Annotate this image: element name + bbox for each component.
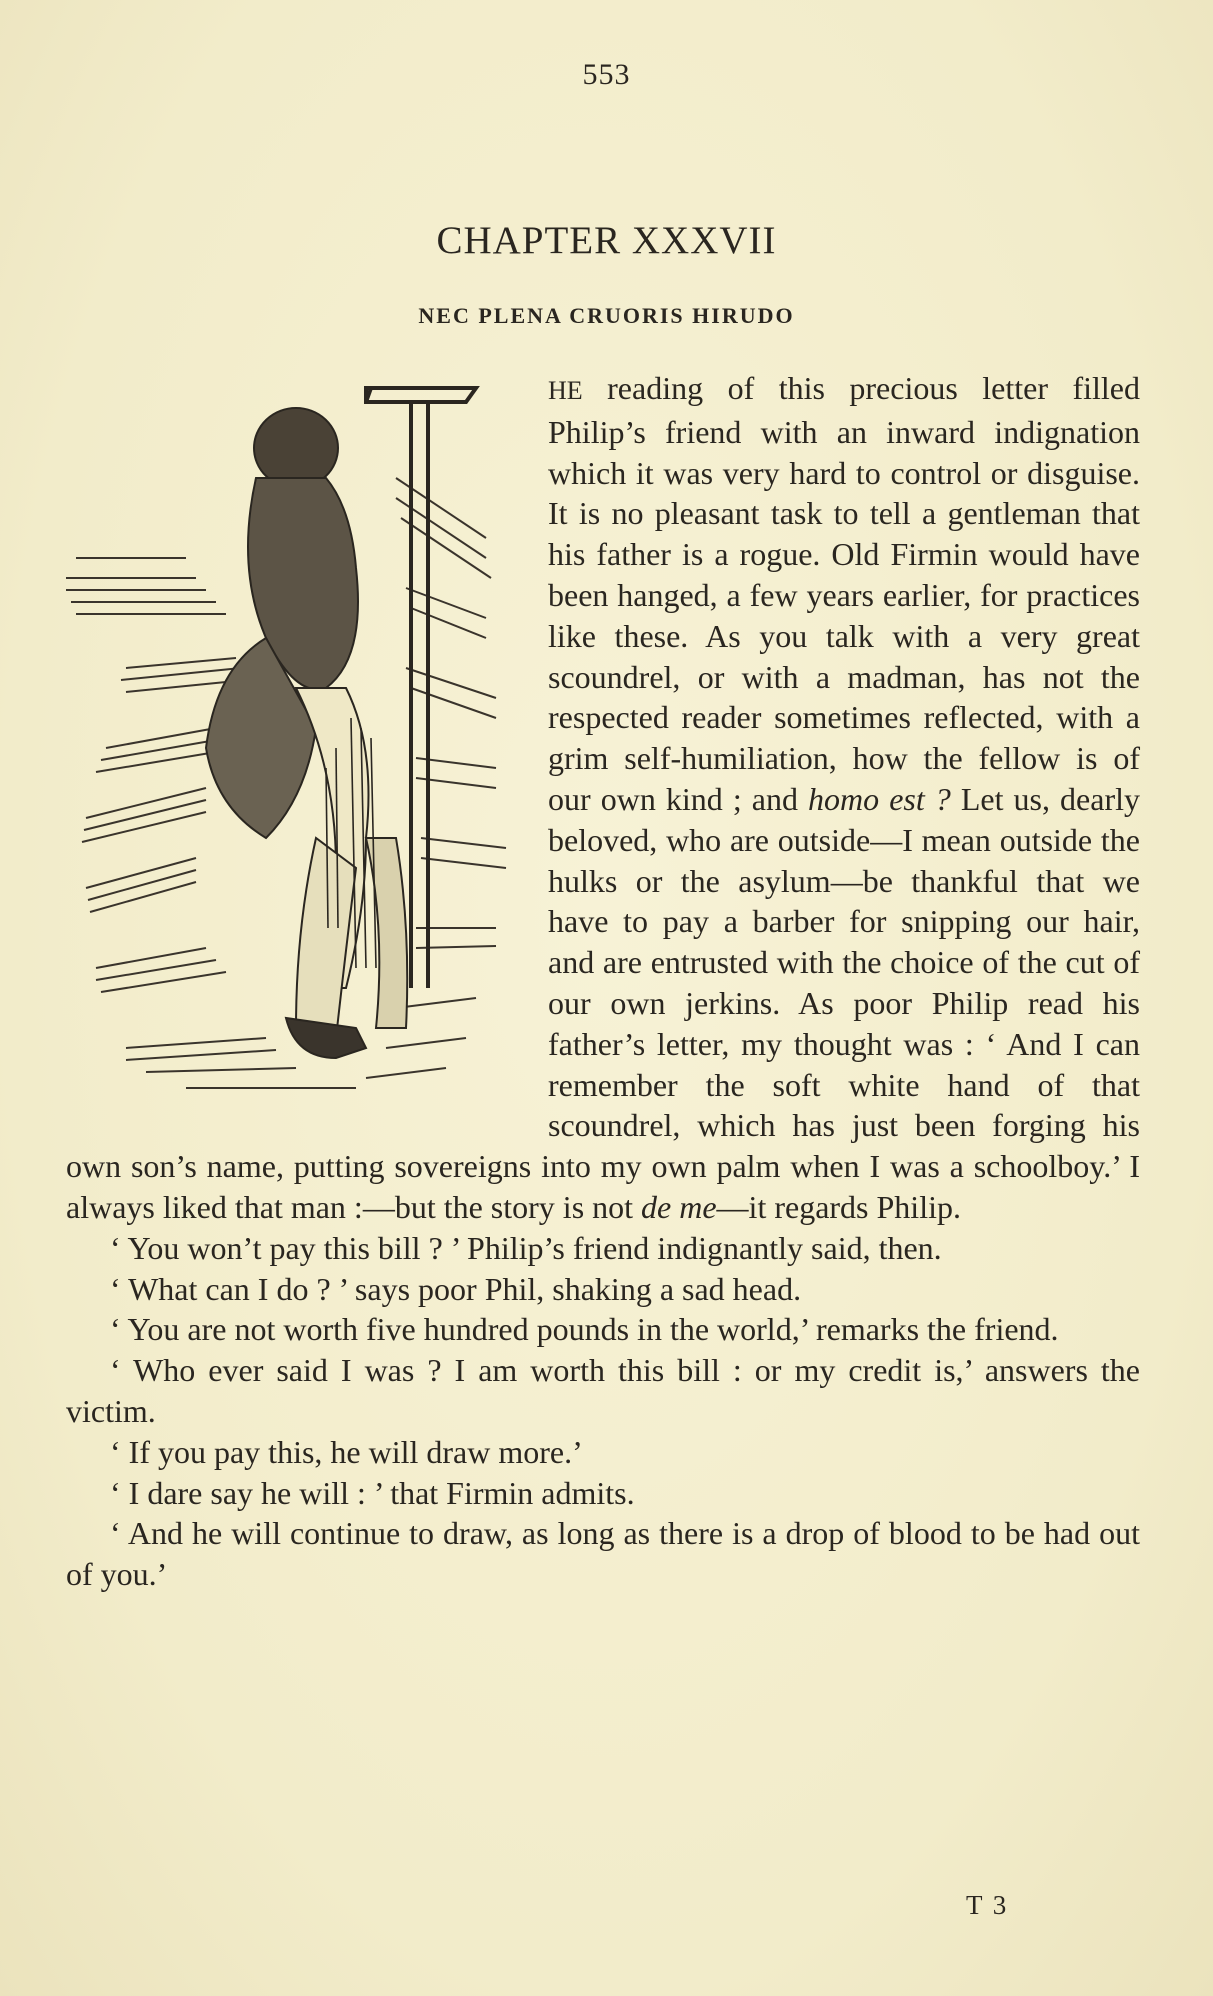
chapter-title: CHAPTER XXXVII: [436, 219, 777, 262]
signature-mark: T 3: [966, 1890, 1009, 1920]
paragraph-text-a: reading of this precious letter filled Philip’s friend with an inward indignation which it was very hard to control or disguise. It is no pleasant task to tell a gentleman that his father is a rogue. Old Firmin would have been hanged, a few years earlier, for practices like these. As you talk with a very great scoundrel, or with a madman, has not the respected reader sometimes reflected, with a grim self-humiliation, how the fellow is of our own kind ; and: [548, 370, 1140, 817]
dropcap-rest: HE: [548, 376, 583, 405]
page-number: 553: [582, 58, 631, 91]
engraving-figure-with-letter-t-icon: [66, 368, 536, 1128]
chapter-subtitle: NEC PLENA CRUORIS HIRUDO: [418, 303, 795, 328]
paragraph-text-c: —it regards Philip.: [716, 1188, 961, 1225]
paragraph-text-b: Let us, dearly beloved, who are outside—I mean outside the hulks or the asylum—be thankful that we have to pay a barber for snipping our hair, and are entrusted with the choice of the cut of our own jerkins. As poor Philip read his father’s letter, my thought was : ‘ And I can remember the soft white hand of that scoundrel, which has just been forging his own son’s name, putting sovereigns into my own palm when I was a schoolboy.’ I always liked that man :—but the story is not: [66, 780, 1141, 1225]
chapter-body: [66, 368, 1140, 1595]
dialogue-line: ‘ You won’t pay this bill ? ’ Philip’s friend indignantly said, then.: [110, 1229, 942, 1266]
dialogue-line: ‘ You are not worth five hundred pounds in the world,’ remarks the friend.: [110, 1311, 1059, 1348]
italic-de-me: de me: [641, 1188, 717, 1225]
dialogue-line: ‘ I dare say he will : ’ that Firmin admits.: [110, 1474, 635, 1511]
dialogue-line: ‘ What can I do ? ’ says poor Phil, shaking a sad head.: [110, 1270, 802, 1307]
dialogue-line: ‘ Who ever said I was ? I am worth this bill : or my credit is,’ answers the victim.: [66, 1352, 1140, 1429]
dialogue-line: ‘ If you pay this, he will draw more.’: [110, 1433, 583, 1470]
italic-homo-est: homo est ?: [808, 780, 951, 817]
dialogue-line: ‘ And he will continue to draw, as long as there is a drop of blood to be had out of you.’: [66, 1515, 1140, 1593]
dropcap-illustration: [66, 368, 536, 1128]
